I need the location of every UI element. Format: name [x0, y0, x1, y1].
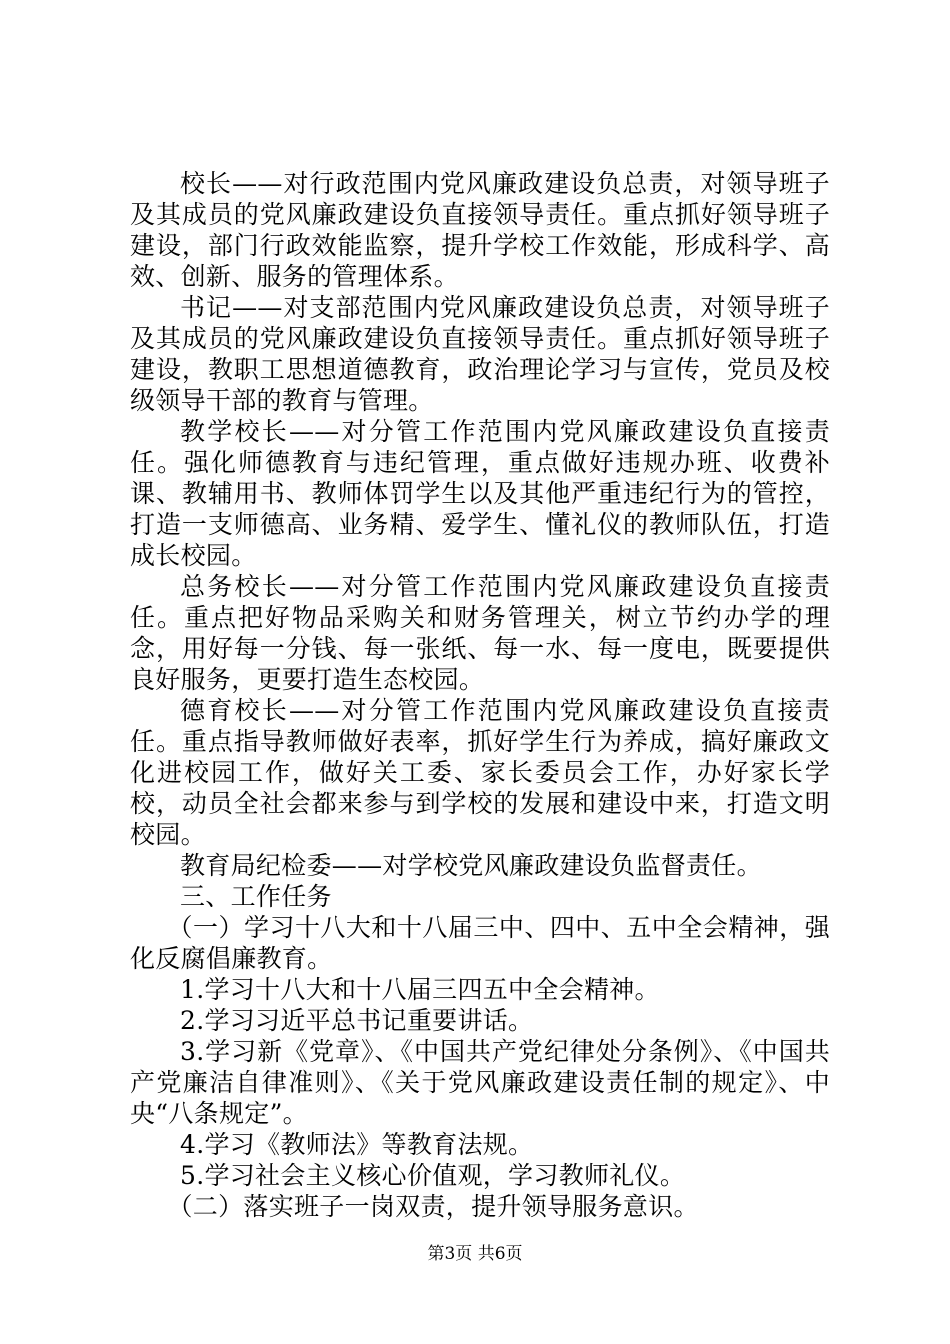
section-heading-tasks: 三、工作任务: [180, 882, 332, 911]
list-item-5: 5.学习社会主义核心价值观，学习教师礼仪。: [180, 1161, 686, 1190]
paragraph-general-affairs-vp-duty: 总务校长——对分管工作范围内党风廉政建设负直接责任。重点把好物品采购关和财务管理关，树立节约办学的理念，用好每一分钱、每一张纸、每一水、每一度电，既要提供良好服务，更要打造生态校园。: [130, 572, 830, 694]
list-item-3: 3.学习新《党章》、《中国共产党纪律处分条例》、《中国共产党廉洁自律准则》、《关于党风廉政建设责任制的规定》、中央“八条规定”。: [130, 1037, 830, 1128]
paragraph-teaching-vp-duty: 教学校长——对分管工作范围内党风廉政建设负直接责任。强化师德教育与违纪管理，重点做好违规办班、收费补课、教辅用书、教师体罚学生以及其他严重违纪行为的管控，打造一支师德高、业务精、爱学生、懂礼仪的教师队伍，打造成长校园。: [130, 417, 830, 570]
list-item-2: 2.学习习近平总书记重要讲话。: [180, 1006, 534, 1035]
subsection-heading-1: （一）学习十八大和十八届三中、四中、五中全会精神，强化反腐倡廉教育。: [130, 913, 830, 973]
paragraph-secretary-duty: 书记——对支部范围内党风廉政建设负总责，对领导班子及其成员的党风廉政建设负直接领导责任。重点抓好领导班子建设，教职工思想道德教育，政治理论学习与宣传，党员及校级领导干部的教育与管理。: [130, 293, 830, 415]
list-item-4: 4.学习《教师法》等教育法规。: [180, 1130, 534, 1159]
paragraph-discipline-committee-duty: 教育局纪检委——对学校党风廉政建设负监督责任。: [180, 851, 762, 880]
document-body: [130, 168, 830, 1222]
page-number-footer: 第3页 共6页: [427, 1244, 523, 1264]
list-item-1: 1.学习十八大和十八届三四五中全会精神。: [180, 975, 660, 1004]
paragraph-moral-education-vp-duty: 德育校长——对分管工作范围内党风廉政建设负直接责任。重点指导教师做好表率，抓好学生行为养成，搞好廉政文化进校园工作，做好关工委、家长委员会工作，办好家长学校，动员全社会都来参与到学校的发展和建设中来，打造文明校园。: [130, 696, 830, 849]
subsection-heading-2: （二）落实班子一岗双责，提升领导服务意识。: [167, 1192, 699, 1221]
paragraph-principal-duty: 校长——对行政范围内党风廉政建设负总责，对领导班子及其成员的党风廉政建设负直接领导责任。重点抓好领导班子建设，部门行政效能监察，提升学校工作效能，形成科学、高效、创新、服务的管理体系。: [130, 169, 830, 291]
